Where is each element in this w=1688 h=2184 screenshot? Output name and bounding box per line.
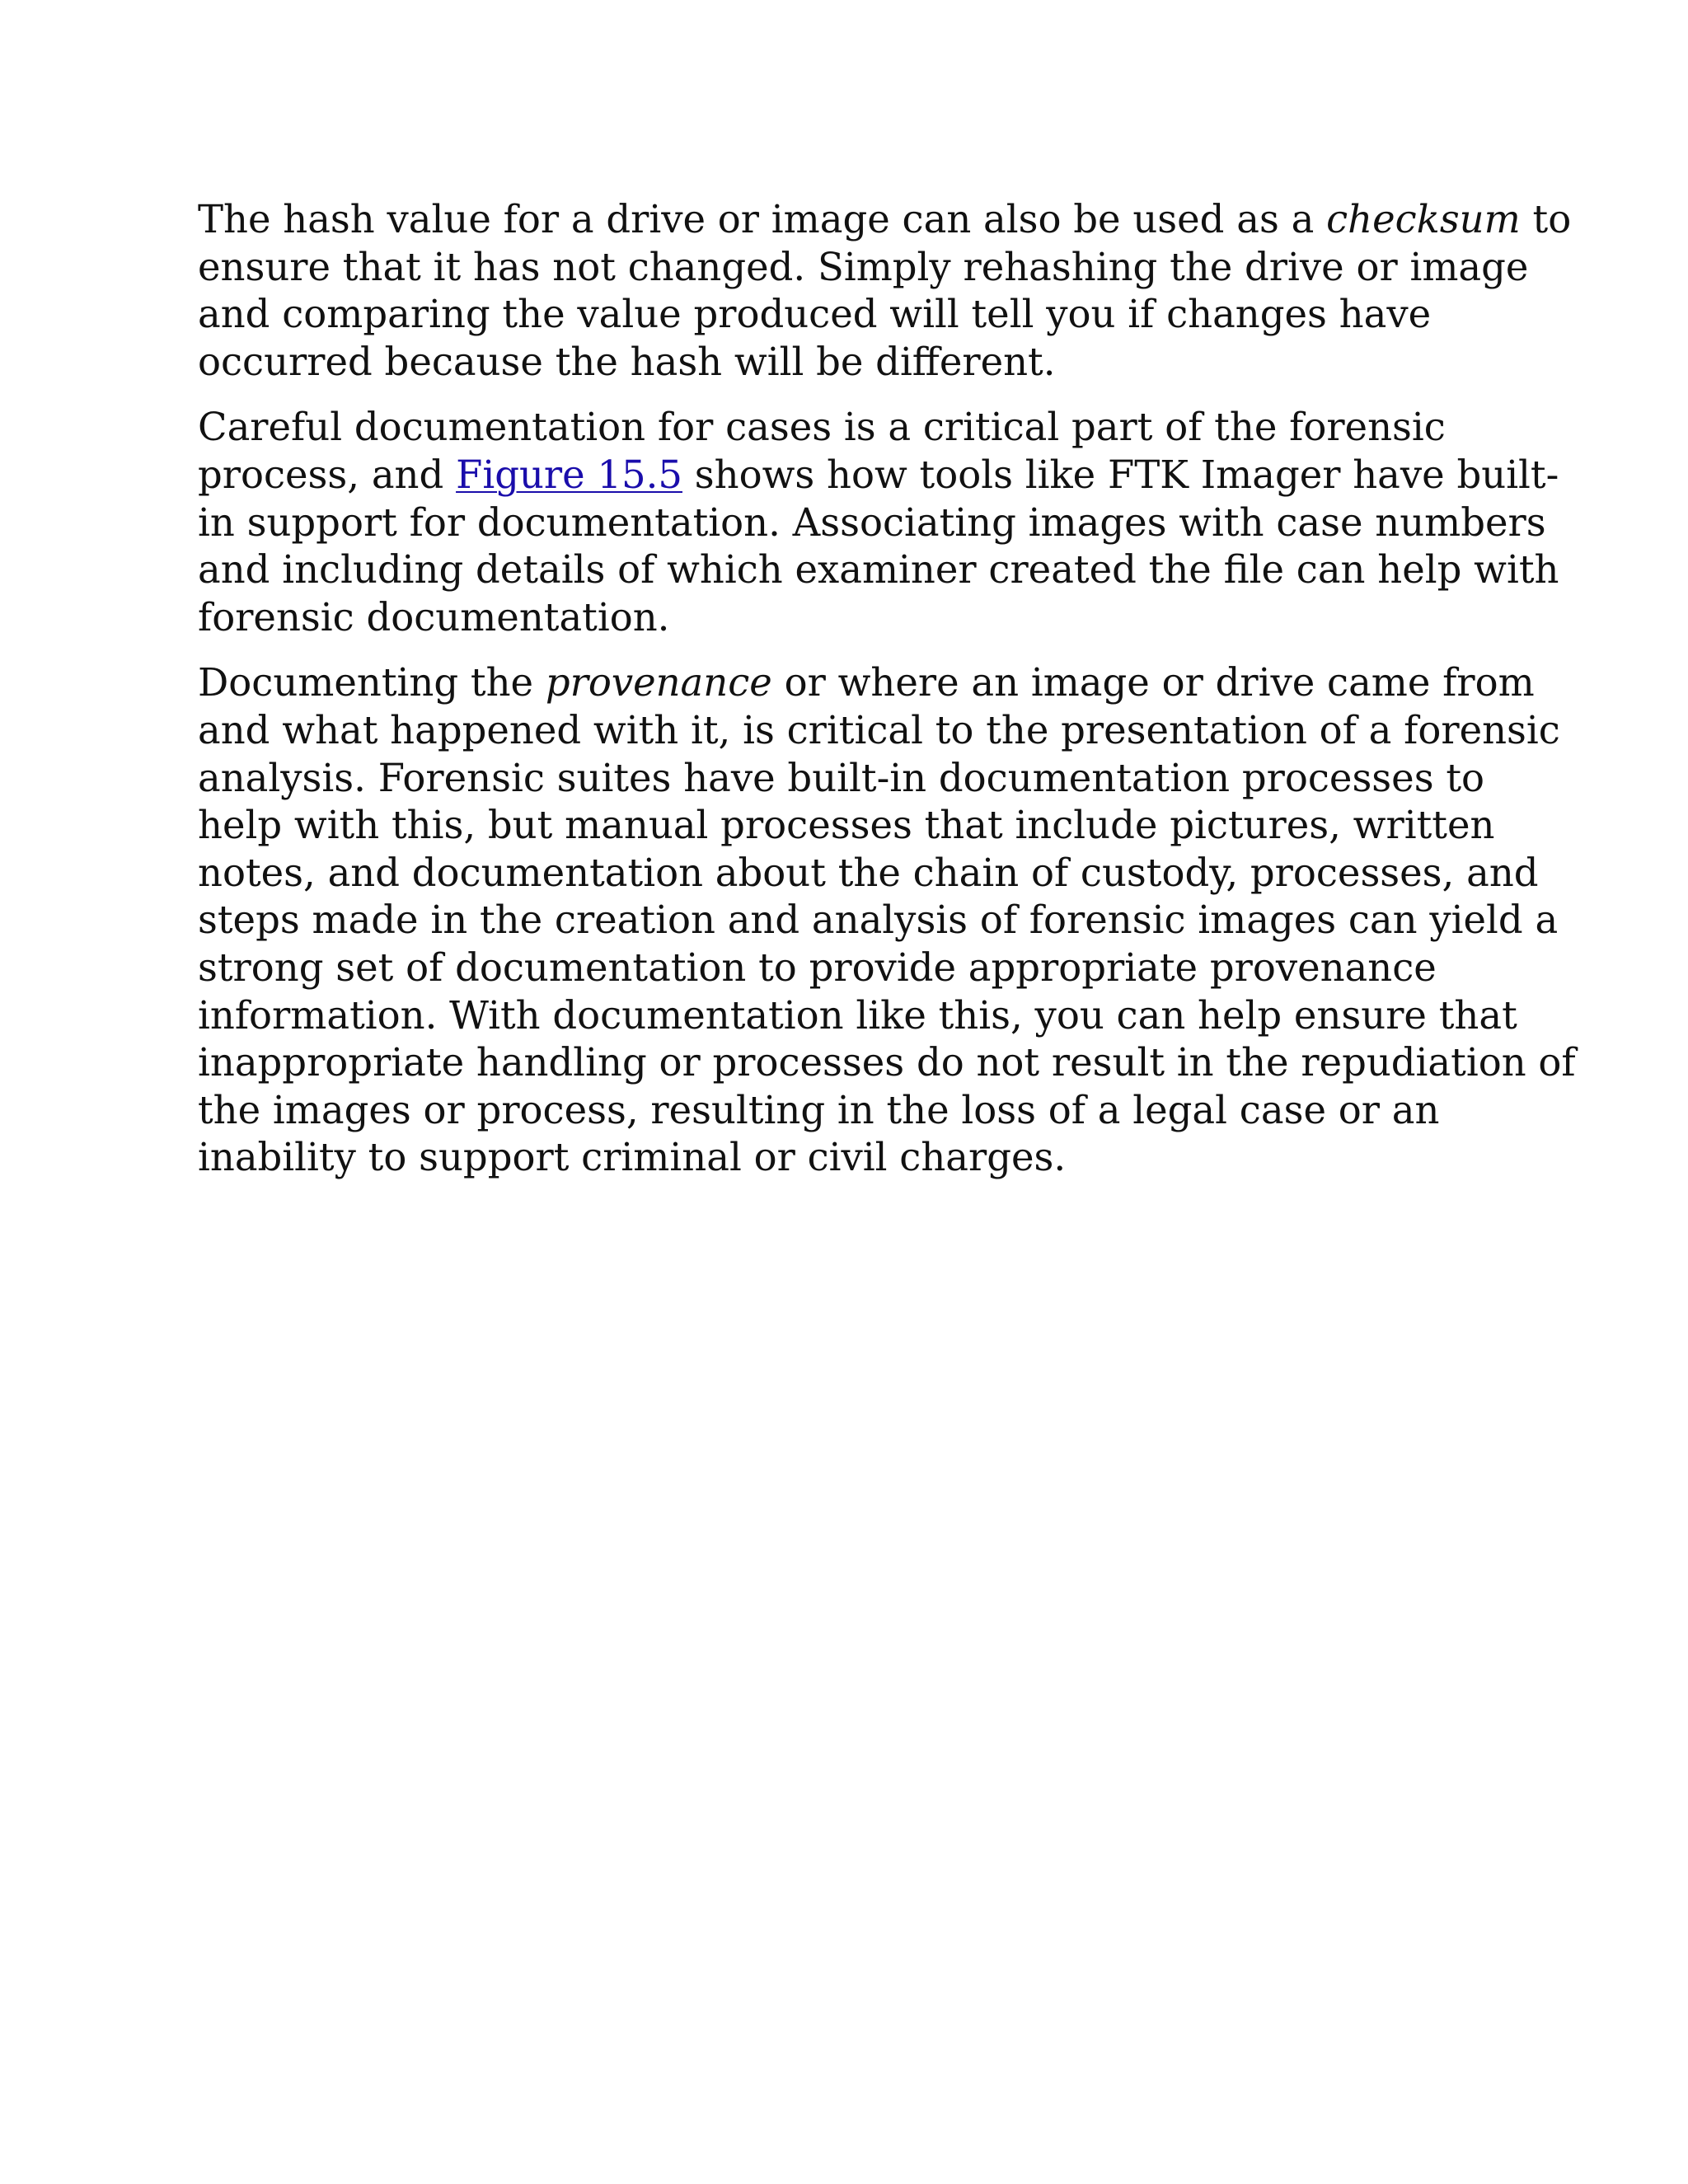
text-line [198,944,1500,992]
text-run: notes, and documentation about the chain of custody, processes, and [198,850,1539,895]
text-run: Careful documentation for cases is a critical part of the forensic [198,405,1446,450]
paragraph [198,659,1576,1182]
text-run: Documenting the [198,660,546,705]
text-line [198,897,1559,944]
text-run: the images or process, resulting in the loss of a legal case or an [198,1087,1440,1132]
text-run: or where an image or drive came from [771,660,1535,705]
text-line [198,594,1500,642]
text-line [198,452,1559,499]
text-line [198,499,1546,547]
paragraph [198,404,1559,641]
text-run: and including details of which examiner created the file can help with [198,547,1559,593]
emphasized-term: provenance [545,660,772,705]
paragraph [198,196,1572,386]
text-run: help with this, but manual processes that include pictures, written [198,803,1495,848]
text-run: inability to support criminal or civil charges. [198,1135,1067,1180]
text-line [198,802,1500,850]
text-run: The hash value for a drive or image can also be used as a [198,197,1327,241]
text-run: forensic documentation. [198,594,670,640]
text-line [198,339,1500,387]
emphasized-term: checksum [1326,197,1521,241]
text-run: and what happened with it, is critical to the presentation of a forensic [198,707,1560,752]
figure-reference-link[interactable]: Figure 15.5 [456,452,682,497]
text-line [198,1039,1576,1087]
text-run: strong set of documentation to provide appropriate provenance [198,944,1437,990]
text-run: and comparing the value produced will tell you if changes have [198,292,1432,337]
text-run: shows how tools like FTK Imager have built- [682,452,1559,497]
text-line [198,546,1559,594]
text-run: process, and [198,452,457,497]
body-text [198,196,1576,1200]
text-line [198,291,1500,339]
text-run: in support for documentation. Associating images with case numbers [198,499,1546,545]
text-run: analysis. Forensic suites have built-in documentation processes to [198,755,1485,800]
text-run: ensure that it has not changed. Simply rehashing the drive or image [198,244,1529,289]
text-run: information. With documentation like this, you can help ensure that [198,992,1517,1038]
text-line [198,1087,1500,1135]
text-line [198,707,1560,755]
text-run: occurred because the hash will be different. [198,339,1056,384]
text-line [198,755,1500,803]
text-run: to [1520,197,1572,241]
text-line [198,196,1572,244]
text-line [198,244,1529,292]
text-line [198,992,1517,1040]
text-line [198,850,1539,898]
text-line [198,1134,1500,1182]
text-run: inappropriate handling or processes do not result in the repudiation of [198,1040,1576,1085]
text-run: steps made in the creation and analysis of forensic images can yield a [198,898,1559,943]
text-line [198,659,1535,707]
text-line [198,404,1500,452]
